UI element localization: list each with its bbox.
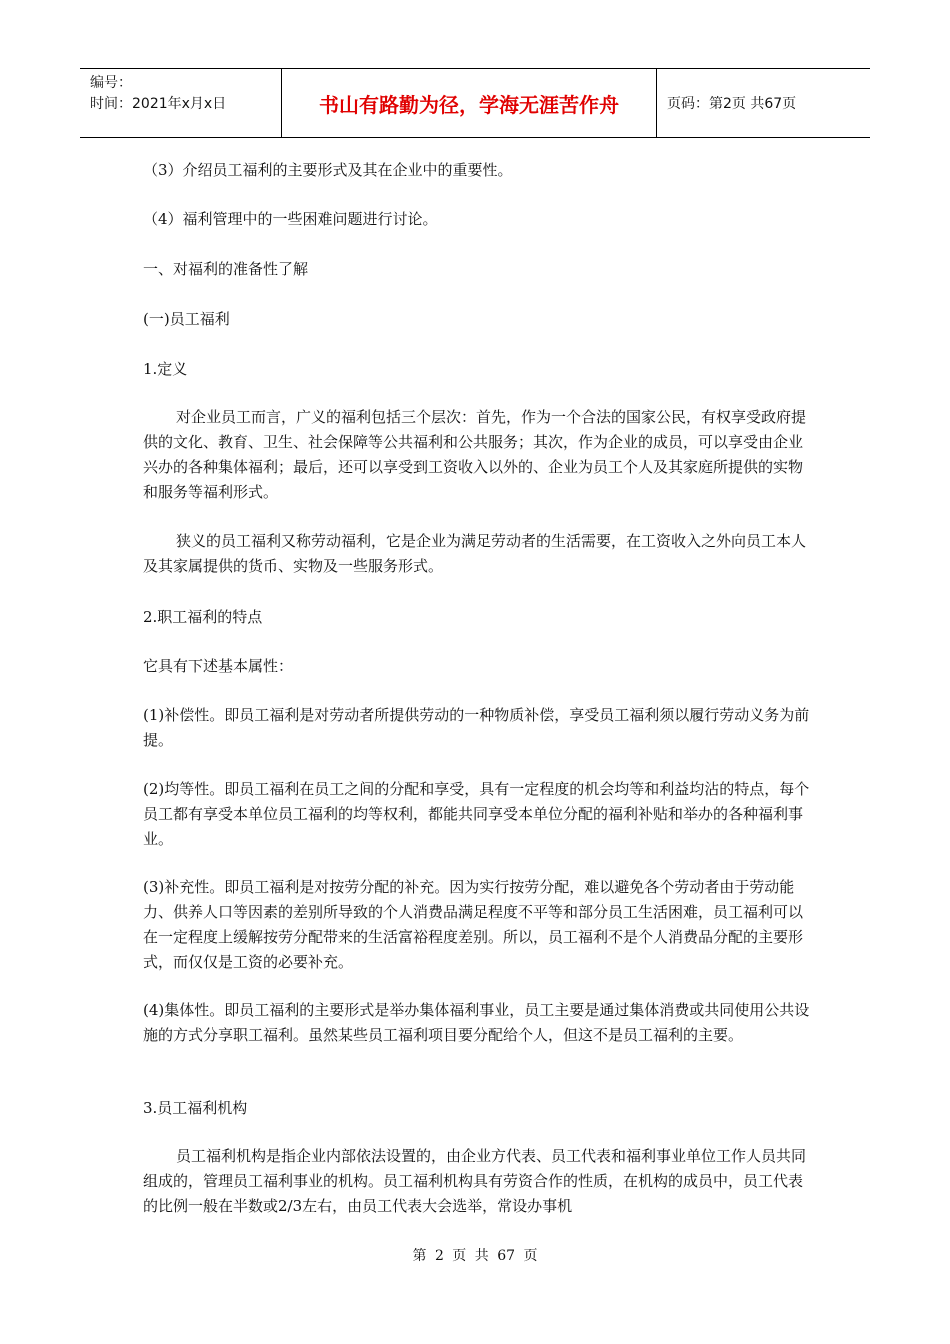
paragraph: (1)补偿性。即员工福利是对劳动者所提供劳动的一种物质补偿，享受员工福利须以履行劳动义务为前提。 bbox=[143, 706, 810, 749]
section-heading: 一、对福利的准备性了解 bbox=[143, 260, 309, 278]
number-label: 编号： bbox=[90, 75, 132, 91]
paragraph: 它具有下述基本属性： bbox=[143, 657, 294, 675]
page-footer: 第 2 页 共 67 页 bbox=[412, 1248, 538, 1264]
item-heading: 3.员工福利机构 bbox=[143, 1099, 248, 1117]
paragraph: （4）福利管理中的一些困难问题进行讨论。 bbox=[143, 210, 438, 228]
date-label: 时间：2021年x月x日 bbox=[90, 96, 227, 112]
paragraph: 员工福利机构是指企业内部依法设置的，由企业方代表、员工代表和福利事业单位工作人员共同组成的，管理员工福利事业的机构。员工福利机构具有劳资合作的性质，在机构的成员中，员工代表的比例一般在半数或2/3左右，由员工代表大会选举，常设办事机 bbox=[143, 1147, 807, 1215]
header-meta bbox=[80, 69, 282, 137]
header-motto: 书山有路勤为径，学海无涯苦作舟 bbox=[282, 69, 657, 137]
header-page-label: 页码：第2页 共67页 bbox=[667, 96, 797, 112]
paragraph: (2)均等性。即员工福利在员工之间的分配和享受，具有一定程度的机会均等和利益均沾的特点，每个员工都有享受本单位员工福利的均等权利，都能共同享受本单位分配的福利补贴和举办的各种福利事业。 bbox=[143, 780, 810, 848]
paragraph: (4)集体性。即员工福利的主要形式是举办集体福利事业，员工主要是通过集体消费或共同使用公共设施的方式分享职工福利。虽然某些员工福利项目要分配给个人，但这不是员工福利的主要。 bbox=[143, 1001, 810, 1044]
subsection-heading: (一)员工福利 bbox=[143, 310, 230, 328]
paragraph: 对企业员工而言，广义的福利包括三个层次：首先，作为一个合法的国家公民，有权享受政府提供的文化、教育、卫生、社会保障等公共福利和公共服务；其次，作为企业的成员，可以享受由企业兴办的各种集体福利；最后，还可以享受到工资收入以外的、企业为员工个人及其家庭所提供的实物和服务等福利形式。 bbox=[143, 408, 807, 501]
paragraph: 狭义的员工福利又称劳动福利，它是企业为满足劳动者的生活需要，在工资收入之外向员工本人及其家属提供的货币、实物及一些服务形式。 bbox=[143, 532, 807, 575]
item-heading: 2.职工福利的特点 bbox=[143, 608, 263, 626]
item-heading: 1.定义 bbox=[143, 360, 188, 378]
paragraph: (3)补充性。即员工福利是对按劳分配的补充。因为实行按劳分配，难以避免各个劳动者由于劳动能力、供养人口等因素的差别所导致的个人消费品满足程度不平等和部分员工生活困难，员工福利可以在一定程度上缓解按劳分配带来的生活富裕程度差别。所以，员工福利不是个人消费品分配的主要形式，而仅仅是工资的必要补充。 bbox=[143, 878, 804, 971]
page-header bbox=[80, 68, 870, 138]
paragraph: （3）介绍员工福利的主要形式及其在企业中的重要性。 bbox=[143, 161, 513, 179]
